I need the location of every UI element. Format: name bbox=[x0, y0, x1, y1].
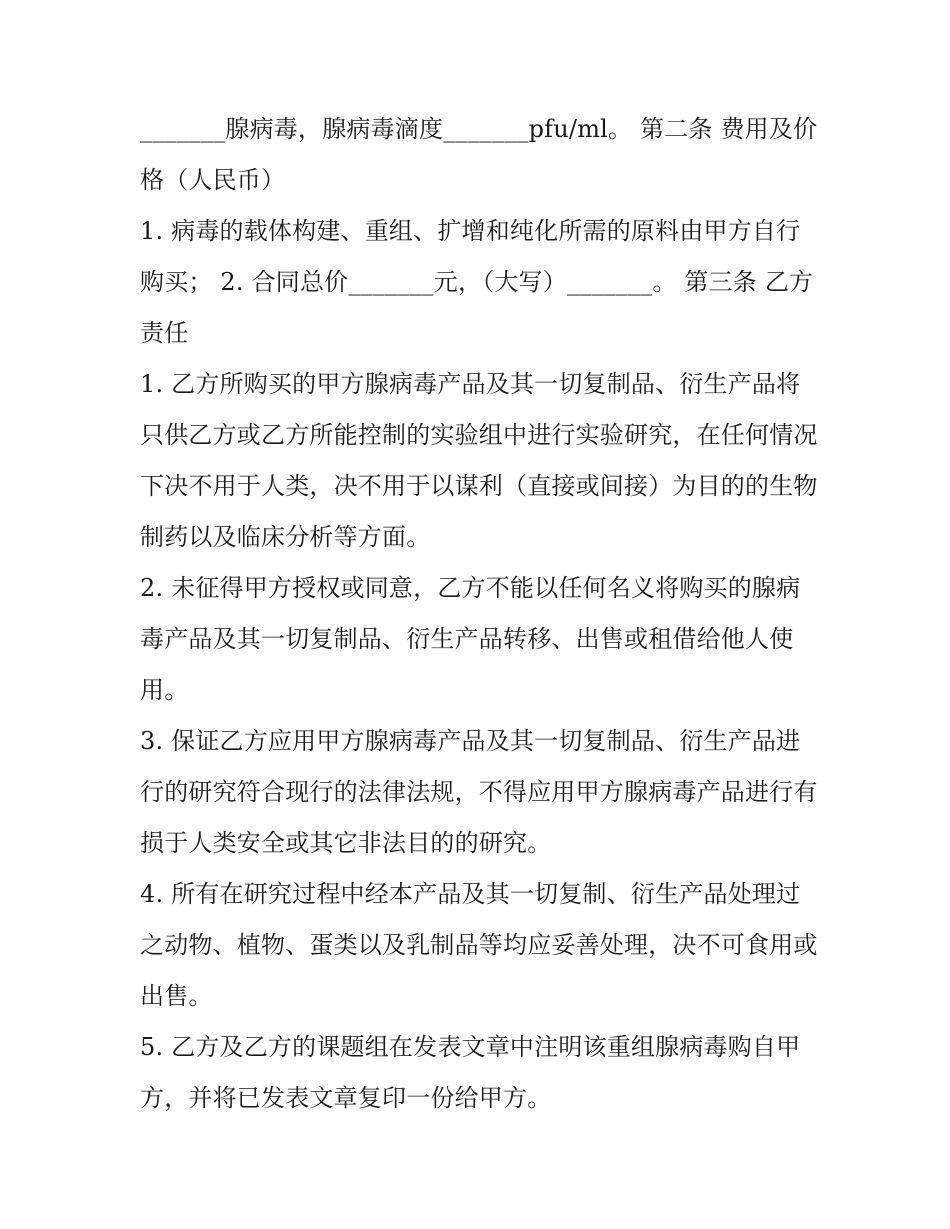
paragraph-materials-and-total-price: 1. 病毒的载体构建、重组、扩增和纯化所需的原料由甲方自行购买； 2. 合同总价_______元，（大写）_______。 第三条 乙方责任 bbox=[140, 217, 814, 347]
paragraph-clause-2-no-transfer: 2. 未征得甲方授权或同意，乙方不能以任何名义将购买的腺病毒产品及其一切复制品、衍生产品转移、出售或租借给他人使用。 bbox=[140, 574, 801, 704]
paragraph-clause-4-disposal: 4. 所有在研究过程中经本产品及其一切复制、衍生产品处理过之动物、植物、蛋类以及乳制品等均应妥善处理，决不可食用或出售。 bbox=[140, 880, 818, 1010]
paragraph-clause-5-publication: 5. 乙方及乙方的课题组在发表文章中注明该重组腺病毒购自甲方，并将已发表文章复印一份给甲方。 bbox=[140, 1033, 801, 1112]
paragraph-clause-3-legal-compliance: 3. 保证乙方应用甲方腺病毒产品及其一切复制品、衍生产品进行的研究符合现行的法律法规，不得应用甲方腺病毒产品进行有损于人类安全或其它非法目的的研究。 bbox=[140, 727, 818, 857]
document-body bbox=[140, 104, 820, 1124]
paragraph-virus-titer-and-fees-heading: _______腺病毒，腺病毒滴度_______pfu/ml。 第二条 费用及价格（人民币） bbox=[140, 115, 818, 194]
paragraph-clause-1-research-use: 1. 乙方所购买的甲方腺病毒产品及其一切复制品、衍生产品将只供乙方或乙方所能控制的实验组中进行实验研究，在任何情况下决不用于人类，决不用于以谋利（直接或间接）为目的的生物制药以及临床分析等方面。 bbox=[140, 370, 818, 551]
